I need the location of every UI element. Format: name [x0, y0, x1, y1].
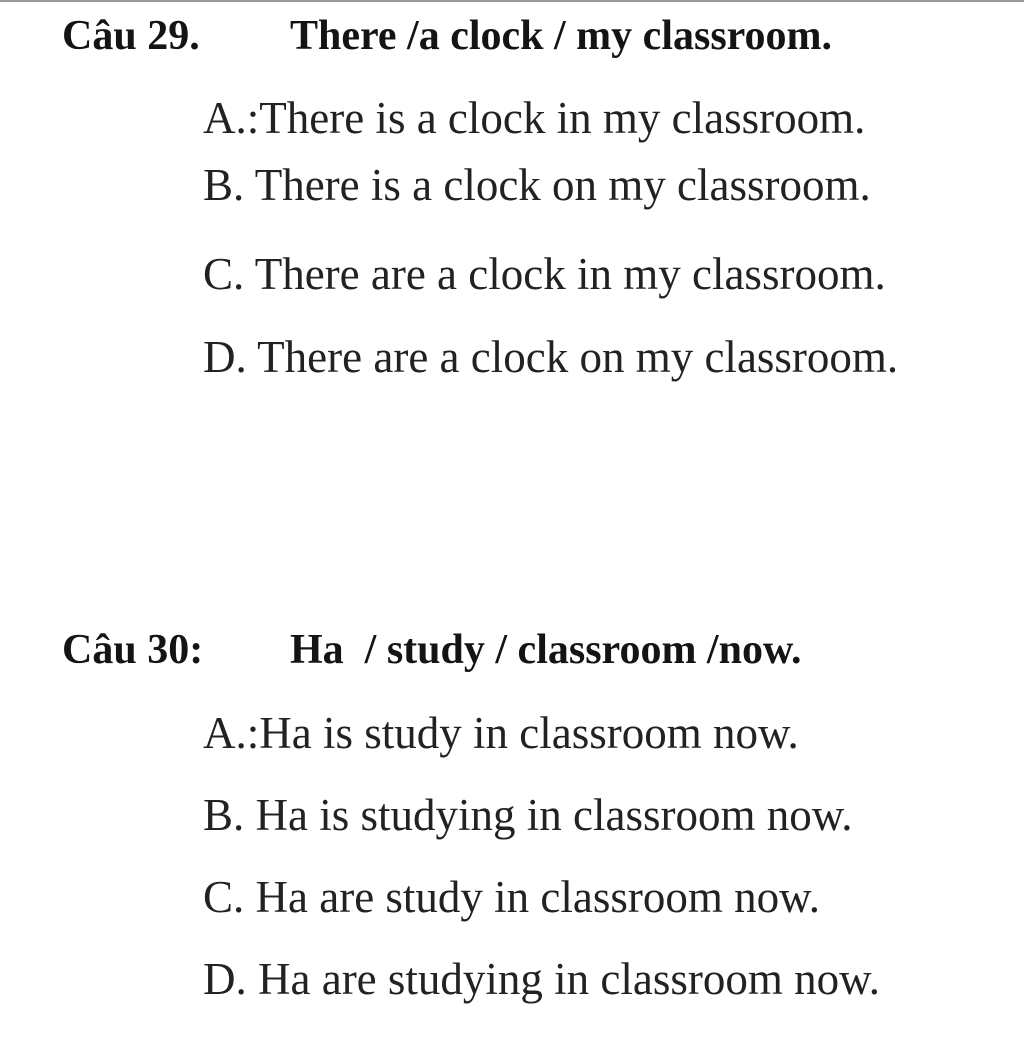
question-header — [0, 6, 1024, 66]
option-text: Ha are studying in classroom now. — [246, 954, 880, 1004]
option-c[interactable] — [203, 246, 886, 302]
option-marker: : — [246, 708, 260, 758]
option-letter: C. — [203, 872, 245, 922]
option-a[interactable] — [203, 90, 865, 146]
option-letter: D. — [203, 954, 247, 1004]
option-marker: : — [246, 93, 260, 143]
question-header — [0, 620, 1024, 680]
option-letter: A. — [203, 93, 247, 143]
question-number: Câu 29. — [62, 13, 200, 59]
option-d[interactable] — [203, 951, 880, 1007]
option-text: Ha are study in classroom now. — [244, 872, 820, 922]
option-text: Ha is study in classroom now. — [259, 708, 799, 758]
option-b[interactable] — [203, 157, 871, 213]
option-letter: A. — [203, 708, 247, 758]
question-number: Câu 30: — [62, 627, 204, 673]
question-prompt: There /a clock / my classroom. — [290, 13, 833, 59]
option-text: There are a clock in my classroom. — [244, 249, 886, 299]
question-prompt: Ha / study / classroom /now. — [290, 627, 802, 673]
option-text: There is a clock on my classroom. — [244, 160, 871, 210]
option-a[interactable] — [203, 705, 799, 761]
option-text: Ha is studying in classroom now. — [244, 790, 853, 840]
option-letter: C. — [203, 249, 245, 299]
option-text: There are a clock on my classroom. — [246, 332, 899, 382]
option-letter: B. — [203, 160, 245, 210]
option-b[interactable] — [203, 787, 853, 843]
option-d[interactable] — [203, 329, 898, 385]
option-letter: D. — [203, 332, 247, 382]
option-letter: B. — [203, 790, 245, 840]
top-border-line — [0, 0, 1024, 2]
option-c[interactable] — [203, 869, 820, 925]
option-text: There is a clock in my classroom. — [259, 93, 866, 143]
